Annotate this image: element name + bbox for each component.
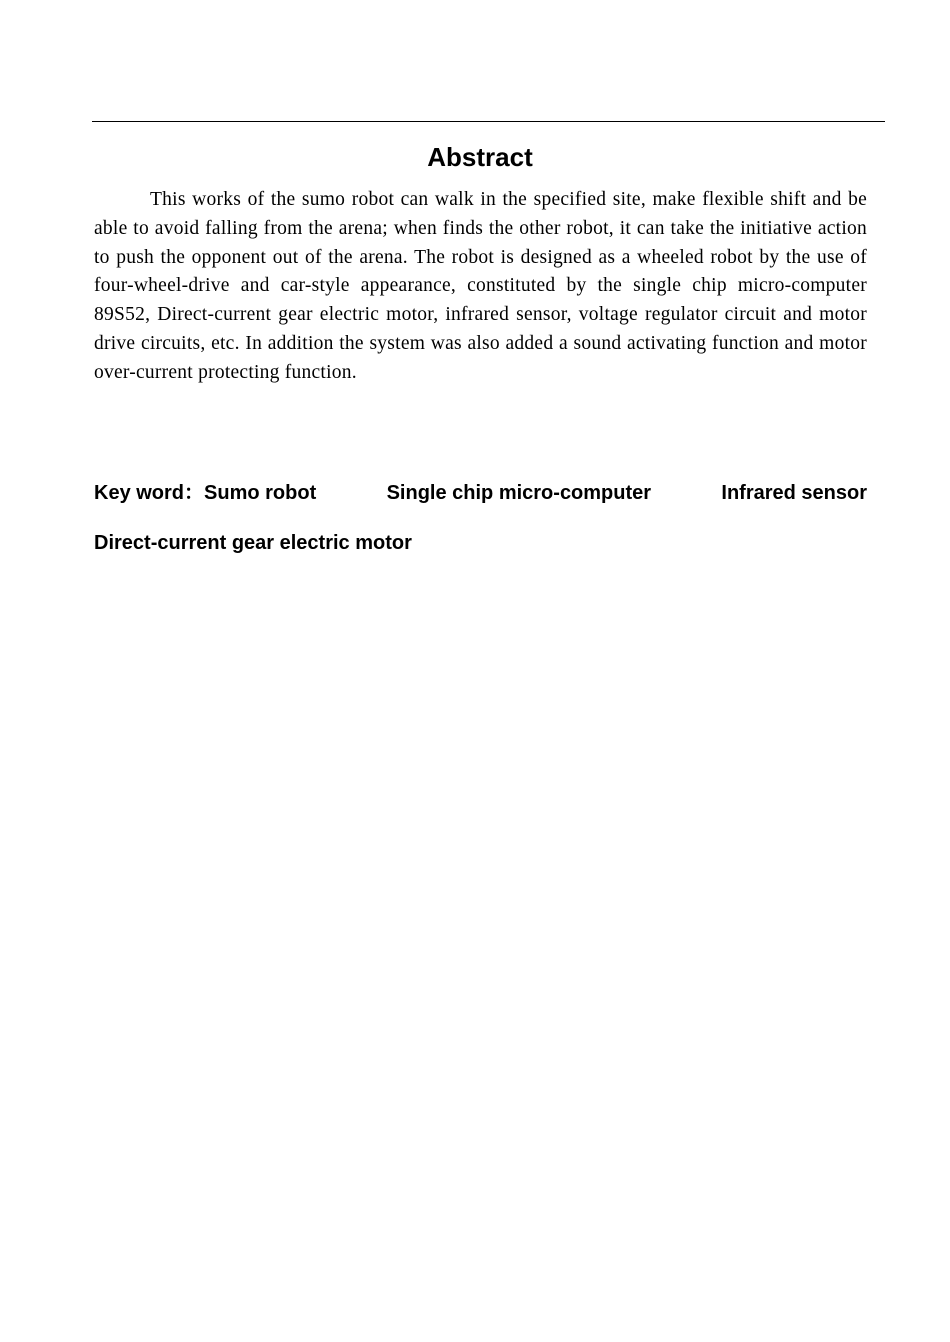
keyword-item: Sumo robot xyxy=(204,482,317,504)
keywords-label: Key word： xyxy=(94,482,205,504)
header-rule xyxy=(92,121,885,122)
keyword-group xyxy=(94,478,316,508)
page-title: Abstract xyxy=(427,142,533,172)
abstract-body: This works of the sumo robot can walk in the specified site, make flexible shift and be able to avoid falling from the arena; when finds the other robot, it can take the initiative action to push the opponent out of the arena. The robot is designed as a wheeled robot by the use of four-wheel-drive and car-style appearance, constituted by the single chip micro-computer 89S52, Direct-current gear electric motor, infrared sensor, voltage regulator circuit and motor drive circuits, etc. In addition the system was also added a sound activating function and motor over-current protecting function. xyxy=(94,189,867,383)
keywords-line xyxy=(94,528,867,558)
keywords-line xyxy=(94,478,867,508)
keyword-item: Direct-current gear electric motor xyxy=(94,532,412,554)
keywords-section xyxy=(94,478,867,558)
keyword-item: Single chip micro-computer xyxy=(386,482,652,504)
keyword-item: Infrared sensor xyxy=(721,482,867,504)
